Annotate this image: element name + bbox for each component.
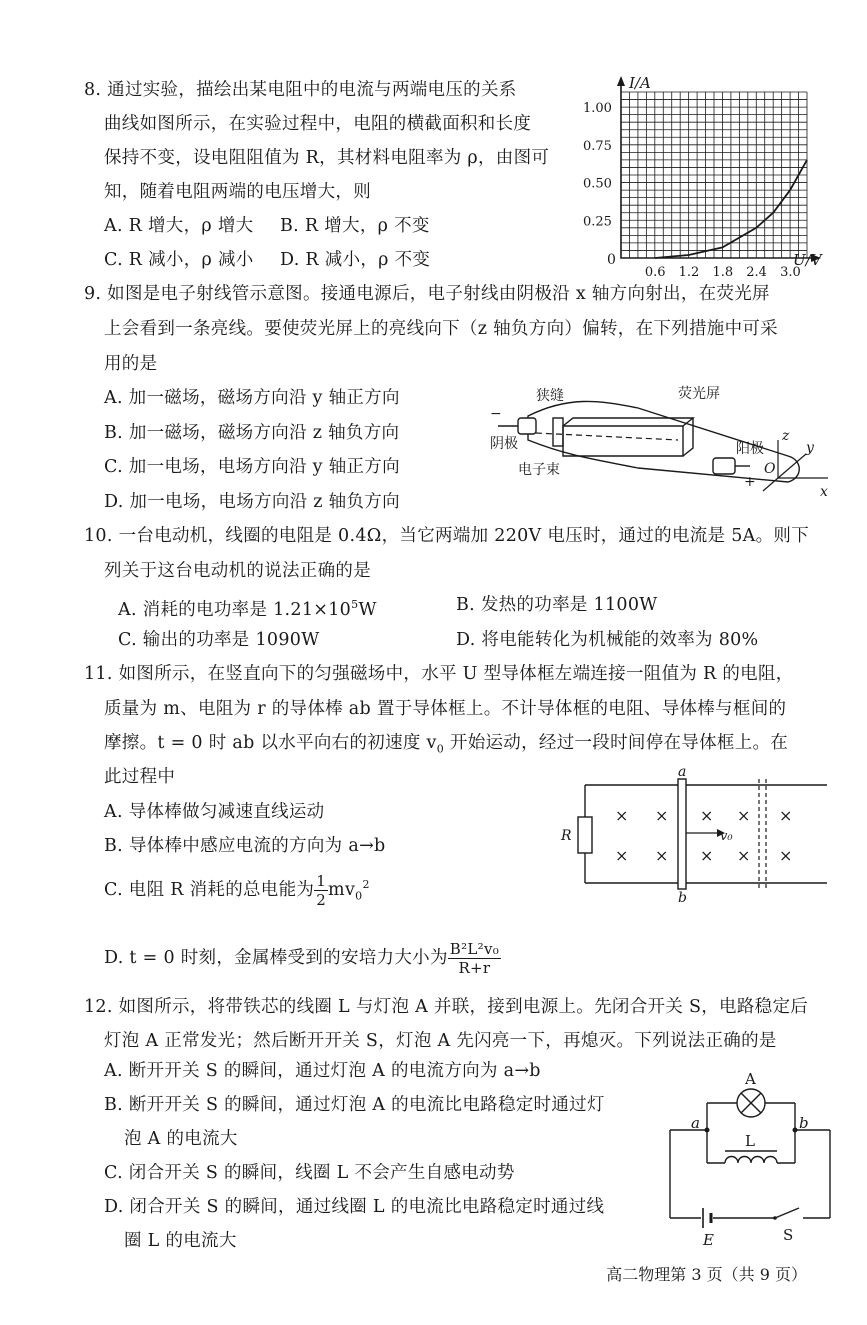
q11-option-b: B. 导体棒中感应电流的方向为 a→b [104,836,386,856]
q11-option-a: A. 导体棒做匀减速直线运动 [104,802,325,822]
q8-option-a: A. R 增大，ρ 增大 [104,216,254,236]
page-footer: 高二物理第 3 页（共 9 页） [606,1265,807,1284]
y-tick-label: 1.00 [583,101,612,117]
q9-option-d: D. 加一电场，电场方向沿 z 轴负方向 [104,492,400,512]
chart-xlabel: U/V [793,251,822,269]
q12-line-1: 12. 如图所示，将带铁芯的线圈 L 与灯泡 A 并联，接到电源上。先闭合开关 S，电路稳定后 [84,997,809,1017]
q10-option-b: B. 发热的功率是 1100W [456,595,658,615]
field-cross: × [655,806,669,825]
q8-option-c: C. R 减小，ρ 减小 [104,250,254,270]
field-cross: × [779,846,793,865]
x-tick-label: 2.4 [746,265,767,280]
label-slit: 狭缝 [536,388,564,404]
label-S: S [783,1226,794,1244]
q8-line-1: 8. 通过实验，描绘出某电阻中的电流与两端电压的关系 [84,80,517,100]
field-cross: × [700,806,714,825]
y-tick-label: 0.50 [583,176,612,192]
label-axis-y: y [806,440,814,456]
label-E: E [703,1231,714,1248]
x-tick-label: 1.2 [678,265,700,280]
label-axis-x: x [820,484,828,500]
q12-option-c: C. 闭合开关 S 的瞬间，线圈 L 不会产生自感电动势 [104,1163,515,1183]
field-cross: × [615,806,629,825]
u-frame-figure [555,765,835,905]
q10-option-c: C. 输出的功率是 1090W [118,630,320,650]
q9-option-a: A. 加一磁场，磁场方向沿 y 轴正方向 [104,388,400,408]
field-cross: × [615,846,629,865]
q11-line-3: 摩擦。t = 0 时 ab 以水平向右的初速度 $v_0$ 开始运动，经过一段时间停在导体框上。在 [104,733,789,756]
label-anode: 阳极 [736,441,764,457]
label-a: a [678,765,687,780]
field-cross: × [655,846,669,865]
label-L: L [745,1132,755,1150]
q8-option-d: D. R 减小，ρ 不变 [280,250,431,270]
field-cross: × [700,846,714,865]
y-axis-arrow [617,76,625,86]
q9-line-2: 上会看到一条亮线。要使荧光屏上的亮线向下（z 轴负方向）偏转，在下列措施中可采 [104,319,778,339]
field-cross: × [779,806,793,825]
y-tick-label: 0.25 [583,214,612,230]
q9-option-b: B. 加一磁场，磁场方向沿 z 轴负方向 [104,423,400,443]
q12-option-d-cont: 圈 L 的电流大 [124,1231,237,1251]
chart-axis-lines [621,78,817,258]
x-tick-label: 1.8 [712,265,734,280]
chart-ylabel: I/A [629,74,651,92]
label-b: b [799,1114,809,1132]
q11-option-d: D. t = 0 时刻，金属棒受到的安培力大小为 $\frac{\text{B²L²v₀}}{R+r}$ [104,940,500,977]
label-origin: O [764,461,776,477]
q12-option-b-cont: 泡 A 的电流大 [124,1129,238,1149]
q8-option-b: B. R 增大，ρ 不变 [280,216,430,236]
label-b: b [678,890,687,905]
label-plus: + [744,474,756,490]
label-a: a [691,1114,700,1132]
label-cathode: 阴极 [490,436,518,452]
label-screen: 荧光屏 [678,386,720,402]
q9-line-1: 9. 如图是电子射线管示意图。接通电源后，电子射线由阴极沿 x 轴方向射出，在荧光屏 [84,284,770,304]
chart-origin-label: 0 [607,252,616,268]
q10-line-1: 10. 一台电动机，线圈的电阻是 0.4Ω，当它两端加 220V 电压时，通过的电流是 5A。则下 [84,526,809,546]
q8-line-4: 知，随着电阻两端的电压增大，则 [104,182,371,202]
y-tick-label: 0.75 [583,138,612,154]
q10-line-2: 列关于这台电动机的说法正确的是 [104,561,371,581]
label-v0: v₀ [720,829,733,844]
q12-option-d: D. 闭合开关 S 的瞬间，通过线圈 L 的电流比电路稳定时通过线 [104,1197,605,1217]
fraction-ampere-force: $\frac{\text{B²L²v₀}}{R+r}$ [449,940,500,977]
label-lamp-A: A [745,1070,756,1088]
q11-line-2: 质量为 m、电阻为 r 的导体棒 ab 置于导体框上。不计导体框的电阻、导体棒与框间的 [104,699,787,719]
q8-line-2: 曲线如图所示，在实验过程中，电阻的横截面积和长度 [104,114,532,134]
q9-line-3: 用的是 [104,354,158,374]
electron-tube-figure [488,378,833,513]
q12-line-2: 灯泡 A 正常发光；然后断开开关 S，灯泡 A 先闪亮一下，再熄灭。下列说法正确的是 [104,1031,777,1051]
iu-chart [575,70,835,285]
field-cross: × [737,846,751,865]
chart-grid [621,92,807,258]
q11-line-1: 11. 如图所示，在竖直向下的匀强磁场中，水平 U 型导体框左端连接一阻值为 R 的电阻， [84,664,794,684]
x-tick-label: 3.0 [780,265,801,280]
q11-option-c: C. 电阻 R 消耗的总电能为 $\frac{1}{2}$ $mv_0^2$ [104,872,370,909]
q10-option-d: D. 将电能转化为机械能的效率为 80% [456,630,759,650]
fraction-half: $\frac{1}{2}$ [316,872,327,909]
field-cross: × [737,806,751,825]
label-minus: − [490,406,502,422]
q12-option-a: A. 断开开关 S 的瞬间，通过灯泡 A 的电流方向为 a→b [104,1061,541,1081]
label-R: R [561,828,572,844]
q9-option-c: C. 加一电场，电场方向沿 y 轴正方向 [104,457,400,477]
q12-option-b: B. 断开开关 S 的瞬间，通过灯泡 A 的电流比电路稳定时通过灯 [104,1095,605,1115]
q8-line-3: 保持不变，设电阻阻值为 R，其材料电阻率为 ρ，由图可 [104,148,550,168]
q10-option-a: A. 消耗的电功率是 $1.21\times 10^5W$ [118,598,377,620]
inductor-circuit-figure [665,1068,840,1248]
q11-line-4: 此过程中 [104,767,176,787]
label-axis-z: z [782,428,790,444]
label-beam: 电子束 [518,462,560,478]
x-tick-label: 0.6 [644,265,666,280]
